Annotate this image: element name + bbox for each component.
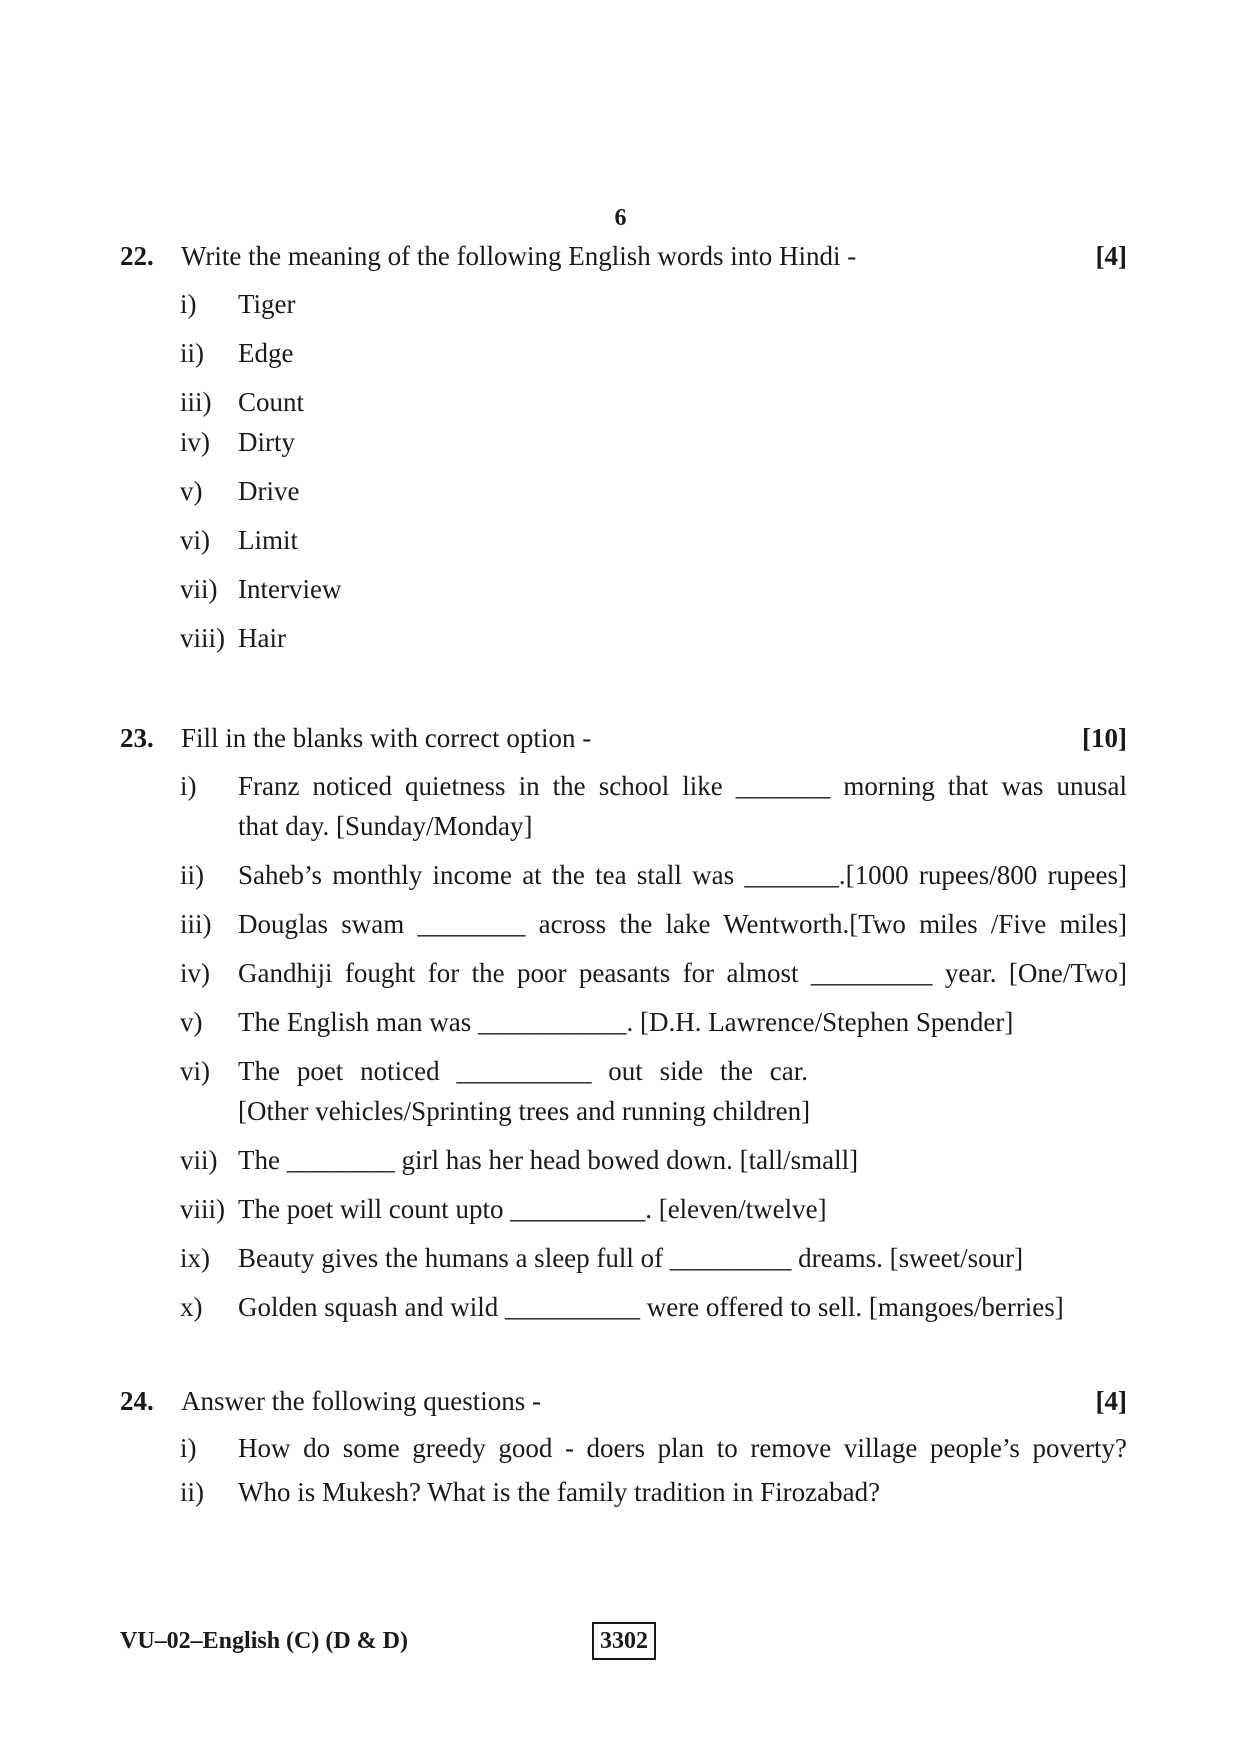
item-number: vii): [180, 1145, 218, 1175]
item-number: v): [180, 476, 203, 506]
item-text: The poet will count upto __________. [eleven/twelve]: [238, 1194, 827, 1224]
item-text: The English man was ___________. [D.H. Lawrence/Stephen Spender]: [238, 1007, 1014, 1037]
item-text: The ________ girl has her head bowed down. [tall/small]: [238, 1145, 859, 1175]
item-text: Saheb’s monthly income at the tea stall was _______.[1000 rupees/800 rupees]: [238, 860, 1127, 890]
item-text: Edge: [238, 338, 294, 368]
page-number: 6: [614, 205, 627, 231]
question-text: Fill in the blanks with correct option -: [181, 723, 592, 753]
item-number: iii): [180, 909, 212, 939]
item-number: i): [180, 771, 197, 801]
item-text: Gandhiji fought for the poor peasants for almost _________ year. [One/Two]: [238, 958, 1127, 988]
item-text: Limit: [238, 525, 298, 555]
item-text: Drive: [238, 476, 300, 506]
question-marks: [4]: [1095, 1386, 1127, 1416]
item-text: Beauty gives the humans a sleep full of _________ dreams. [sweet/sour]: [238, 1243, 1024, 1273]
item-text: Who is Mukesh? What is the family tradition in Firozabad?: [238, 1477, 881, 1507]
item-text: Dirty: [238, 427, 295, 457]
item-number: ii): [180, 860, 204, 890]
question-text: Answer the following questions -: [181, 1386, 541, 1416]
item-text: Hair: [238, 623, 286, 653]
item-text: How do some greedy good - doers plan to remove village people’s poverty?: [238, 1433, 1127, 1463]
item-number: x): [180, 1292, 203, 1322]
set-code-box: 3302: [592, 1622, 656, 1660]
item-text-line-1: Franz noticed quietness in the school like _______ morning that was unusal: [238, 771, 1127, 801]
item-number: iii): [180, 387, 212, 417]
item-number: ii): [180, 1477, 204, 1507]
item-text-line-2: [Other vehicles/Sprinting trees and running children]: [238, 1096, 811, 1126]
item-text: Interview: [238, 574, 342, 604]
item-text-line-1: The poet noticed __________ out side the car.: [238, 1056, 808, 1086]
item-number: vi): [180, 1056, 210, 1086]
question-number: 22.: [120, 241, 154, 271]
question-number: 24.: [120, 1386, 154, 1416]
item-number: iv): [180, 958, 210, 988]
item-text: Tiger: [238, 289, 296, 319]
item-number: i): [180, 1433, 197, 1463]
paper-code: VU–02–English (C) (D & D): [120, 1628, 408, 1654]
item-number: ix): [180, 1243, 210, 1273]
item-text-line-2: that day. [Sunday/Monday]: [238, 811, 533, 841]
question-text: Write the meaning of the following English words into Hindi -: [181, 241, 857, 271]
item-number: i): [180, 289, 197, 319]
item-number: vii): [180, 574, 218, 604]
item-number: viii): [180, 623, 225, 653]
item-number: viii): [180, 1194, 225, 1224]
item-number: vi): [180, 525, 210, 555]
item-text: Count: [238, 387, 305, 417]
question-marks: [4]: [1095, 241, 1127, 271]
question-number: 23.: [120, 723, 154, 753]
item-text: Douglas swam ________ across the lake Wentworth.[Two miles /Five miles]: [238, 909, 1127, 939]
item-text: Golden squash and wild __________ were offered to sell. [mangoes/berries]: [238, 1292, 1064, 1322]
item-number: ii): [180, 338, 204, 368]
question-marks: [10]: [1082, 723, 1127, 753]
item-number: v): [180, 1007, 203, 1037]
item-number: iv): [180, 427, 210, 457]
